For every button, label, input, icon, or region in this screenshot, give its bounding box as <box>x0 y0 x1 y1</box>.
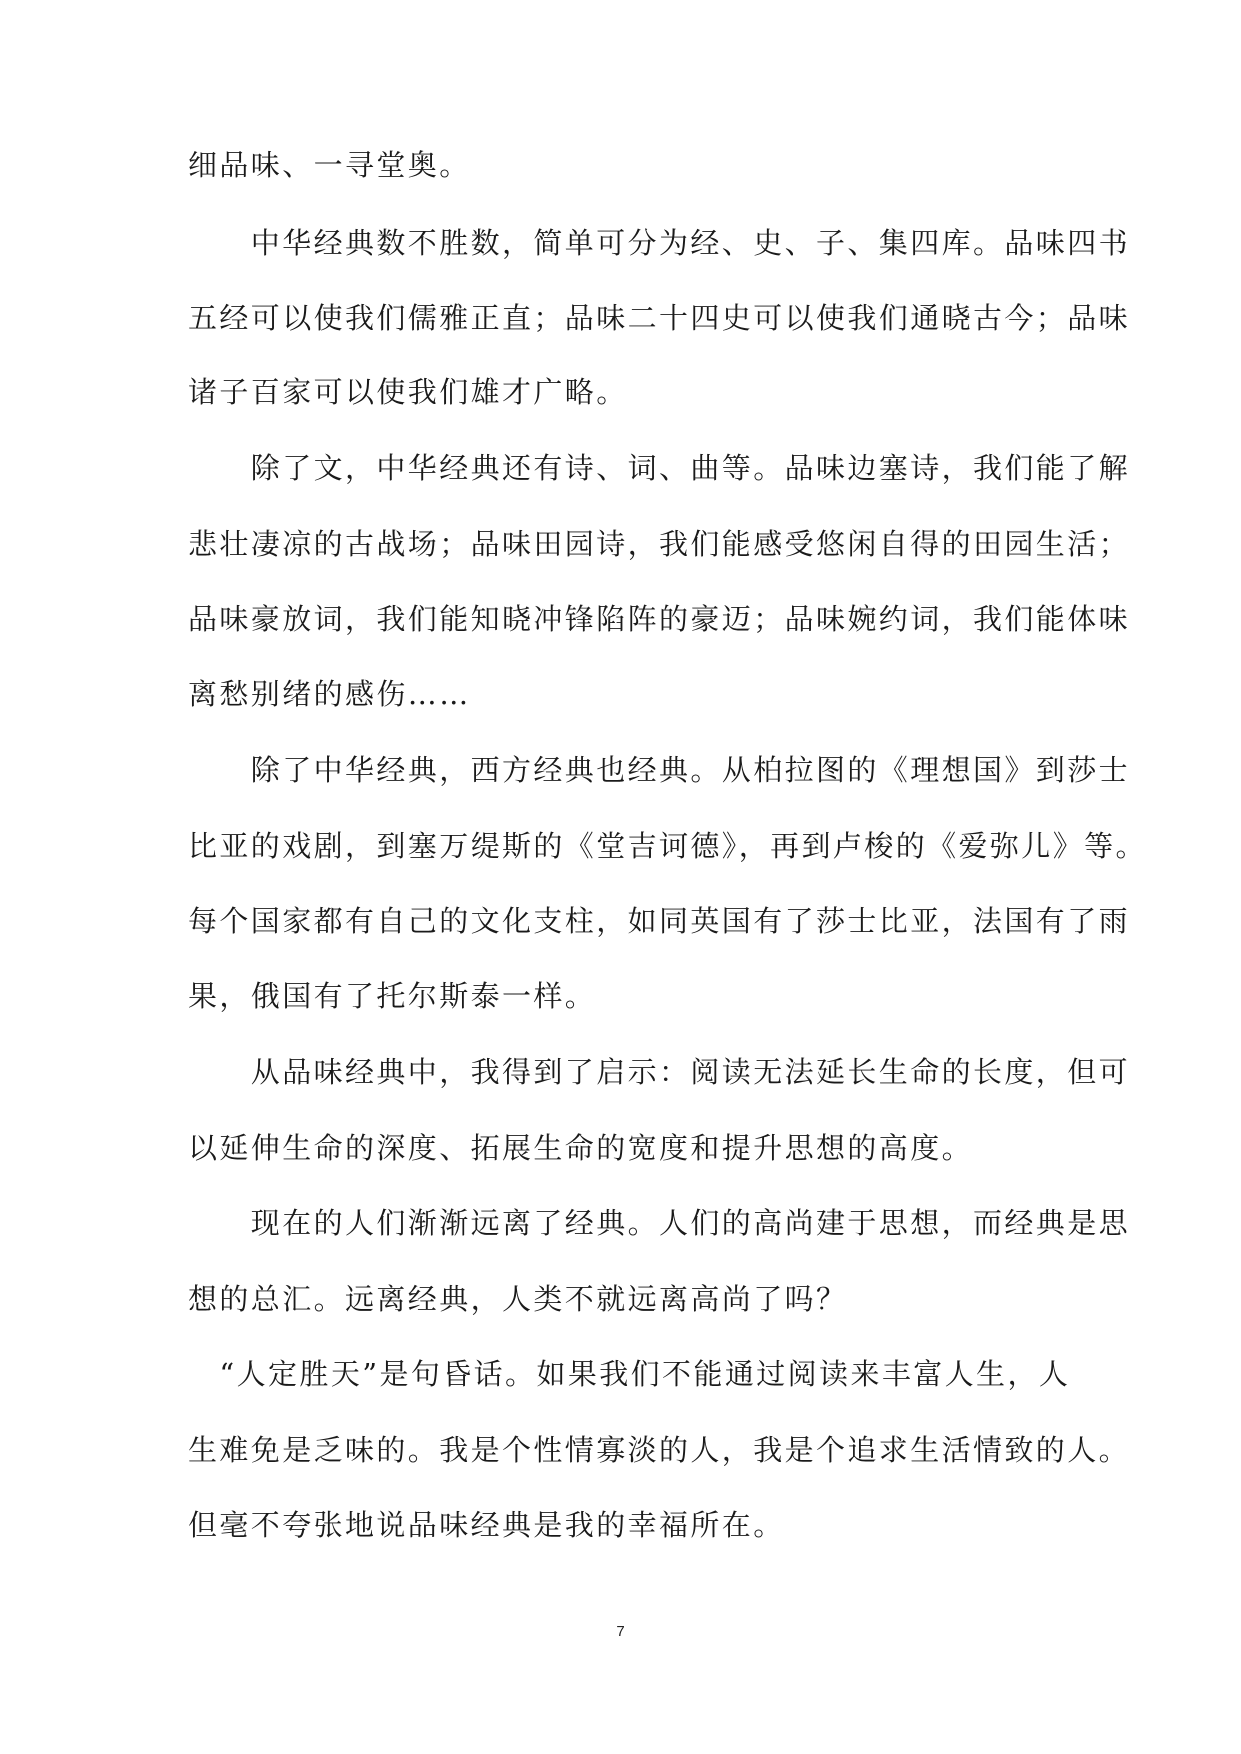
text-line: 诸子百家可以使我们雄才广略。 <box>188 375 628 409</box>
text-line: 现在的人们渐渐远离了经典。人们的高尚建于思想，而经典是思 <box>188 1206 1131 1240</box>
text-line: 但毫不夸张地说品味经典是我的幸福所在。 <box>188 1508 785 1542</box>
text-line: 离愁别绪的感伤…… <box>188 677 471 711</box>
text-line: 悲壮凄凉的古战场；品味田园诗，我们能感受悠闲自得的田园生活； <box>188 527 1131 561</box>
text-line: 除了文，中华经典还有诗、词、曲等。品味边塞诗，我们能了解 <box>188 451 1131 485</box>
text-line: “人定胜天”是句昏话。如果我们不能通过阅读来丰富人生，人 <box>188 1357 1071 1391</box>
text-line: 从品味经典中，我得到了启示：阅读无法延长生命的长度，但可 <box>188 1055 1131 1089</box>
text-line: 生难免是乏味的。我是个性情寡淡的人，我是个追求生活情致的人。 <box>188 1433 1131 1467</box>
text-line: 中华经典数不胜数，简单可分为经、史、子、集四库。品味四书 <box>188 226 1131 260</box>
text-line: 每个国家都有自己的文化支柱，如同英国有了莎士比亚，法国有了雨 <box>188 904 1131 938</box>
page-number: 7 <box>616 1623 625 1640</box>
text-line: 以延伸生命的深度、拓展生命的宽度和提升思想的高度。 <box>188 1131 974 1165</box>
text-line: 想的总汇。远离经典，人类不就远离高尚了吗？ <box>188 1282 848 1316</box>
text-line: 比亚的戏剧，到塞万缇斯的《堂吉诃德》，再到卢梭的《爱弥儿》等。 <box>188 829 1147 863</box>
text-line: 品味豪放词，我们能知晓冲锋陷阵的豪迈；品味婉约词，我们能体味 <box>188 602 1131 636</box>
text-line: 五经可以使我们儒雅正直；品味二十四史可以使我们通晓古今；品味 <box>188 301 1131 335</box>
text-line: 果，俄国有了托尔斯泰一样。 <box>188 979 597 1013</box>
text-line: 细品味、一寻堂奥。 <box>188 148 471 182</box>
text-line: 除了中华经典，西方经典也经典。从柏拉图的《理想国》到莎士 <box>188 753 1131 787</box>
